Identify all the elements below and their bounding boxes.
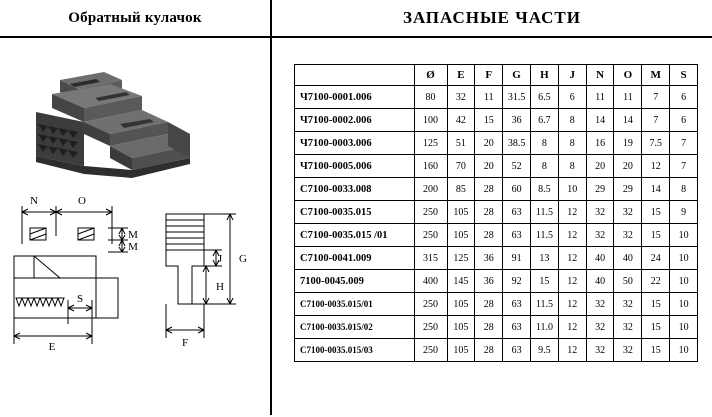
cell-M: 15 <box>642 224 670 247</box>
cell-G: 38.5 <box>503 132 531 155</box>
cell-E: 105 <box>447 339 475 362</box>
cell-E: 145 <box>447 270 475 293</box>
table-row <box>295 155 698 178</box>
part-code: Ч7100-0005.006 <box>295 155 415 178</box>
cell-O: 29 <box>614 178 642 201</box>
cell-M: 24 <box>642 247 670 270</box>
cell-F: 15 <box>475 109 503 132</box>
cell-G: 63 <box>503 201 531 224</box>
cell-N: 16 <box>586 132 614 155</box>
cell-H: 6.7 <box>531 109 559 132</box>
cell-N: 14 <box>586 109 614 132</box>
cell-J: 12 <box>558 316 586 339</box>
cell-F: 28 <box>475 293 503 316</box>
col-header-H: H <box>531 65 559 86</box>
part-code: 7100-0045.009 <box>295 270 415 293</box>
table-row <box>295 247 698 270</box>
col-header-Ø: Ø <box>414 65 447 86</box>
cell-Ø: 250 <box>414 293 447 316</box>
col-header-E: E <box>447 65 475 86</box>
cell-N: 32 <box>586 224 614 247</box>
cell-N: 40 <box>586 270 614 293</box>
cell-E: 32 <box>447 86 475 109</box>
parts-table-header-row <box>295 65 698 86</box>
left-panel-title: Обратный кулачок <box>0 0 270 38</box>
cell-Ø: 400 <box>414 270 447 293</box>
cell-F: 20 <box>475 132 503 155</box>
cell-S: 10 <box>670 270 698 293</box>
table-row <box>295 270 698 293</box>
cell-J: 12 <box>558 270 586 293</box>
parts-table-body <box>295 86 698 362</box>
cell-J: 6 <box>558 86 586 109</box>
part-code: С7100-0035.015/03 <box>295 339 415 362</box>
label-S: S <box>76 293 84 305</box>
cell-J: 12 <box>558 224 586 247</box>
cell-S: 6 <box>670 86 698 109</box>
cell-E: 51 <box>447 132 475 155</box>
cell-O: 20 <box>614 155 642 178</box>
cell-G: 63 <box>503 224 531 247</box>
jaw-photo-graphic <box>0 38 270 188</box>
part-code: С7100-0033.008 <box>295 178 415 201</box>
cell-F: 11 <box>475 86 503 109</box>
cell-O: 32 <box>614 339 642 362</box>
cell-M: 15 <box>642 339 670 362</box>
cell-M: 12 <box>642 155 670 178</box>
cell-O: 11 <box>614 86 642 109</box>
cell-O: 32 <box>614 224 642 247</box>
cell-Ø: 250 <box>414 201 447 224</box>
cell-M: 15 <box>642 201 670 224</box>
table-row <box>295 109 698 132</box>
cell-Ø: 250 <box>414 339 447 362</box>
cell-G: 92 <box>503 270 531 293</box>
cell-E: 70 <box>447 155 475 178</box>
cell-G: 52 <box>503 155 531 178</box>
col-header-N: N <box>586 65 614 86</box>
cell-S: 10 <box>670 247 698 270</box>
cell-M: 7 <box>642 109 670 132</box>
cell-O: 40 <box>614 247 642 270</box>
cell-M: 15 <box>642 293 670 316</box>
cell-Ø: 200 <box>414 178 447 201</box>
cell-O: 14 <box>614 109 642 132</box>
cell-H: 9.5 <box>531 339 559 362</box>
cell-Ø: 315 <box>414 247 447 270</box>
label-F: F <box>181 337 189 349</box>
cell-G: 63 <box>503 316 531 339</box>
cell-S: 7 <box>670 155 698 178</box>
part-code: Ч7100-0002.006 <box>295 109 415 132</box>
cell-S: 10 <box>670 293 698 316</box>
cell-F: 28 <box>475 316 503 339</box>
right-panel <box>272 0 712 415</box>
col-header-G: G <box>503 65 531 86</box>
cell-G: 63 <box>503 339 531 362</box>
cell-Ø: 160 <box>414 155 447 178</box>
cell-E: 42 <box>447 109 475 132</box>
part-code: С7100-0035.015/01 <box>295 293 415 316</box>
cell-J: 8 <box>558 109 586 132</box>
cell-N: 32 <box>586 339 614 362</box>
cell-S: 10 <box>670 224 698 247</box>
cell-H: 8.5 <box>531 178 559 201</box>
cell-S: 7 <box>670 132 698 155</box>
cell-G: 60 <box>503 178 531 201</box>
cell-N: 40 <box>586 247 614 270</box>
cell-O: 50 <box>614 270 642 293</box>
cell-E: 85 <box>447 178 475 201</box>
part-code: Ч7100-0003.006 <box>295 132 415 155</box>
cell-G: 91 <box>503 247 531 270</box>
cell-G: 36 <box>503 109 531 132</box>
cell-Ø: 250 <box>414 316 447 339</box>
cell-N: 32 <box>586 316 614 339</box>
cell-J: 8 <box>558 155 586 178</box>
cell-M: 22 <box>642 270 670 293</box>
cell-G: 31.5 <box>503 86 531 109</box>
cell-J: 12 <box>558 293 586 316</box>
cell-J: 8 <box>558 132 586 155</box>
cell-H: 11.5 <box>531 201 559 224</box>
jaw-technical-drawing <box>0 188 270 417</box>
label-M-1: M <box>128 229 138 241</box>
right-panel-title: ЗАПАСНЫЕ ЧАСТИ <box>272 0 712 38</box>
table-row <box>295 201 698 224</box>
cell-H: 11.5 <box>531 224 559 247</box>
label-E: E <box>48 341 56 353</box>
cell-O: 32 <box>614 201 642 224</box>
cell-N: 29 <box>586 178 614 201</box>
jaw-drawing-graphic <box>0 188 270 417</box>
cell-F: 20 <box>475 155 503 178</box>
part-code: С7100-0035.015/02 <box>295 316 415 339</box>
cell-S: 9 <box>670 201 698 224</box>
cell-Ø: 250 <box>414 224 447 247</box>
table-row <box>295 224 698 247</box>
part-code: С7100-0035.015 /01 <box>295 224 415 247</box>
label-O: O <box>78 195 86 207</box>
cell-M: 14 <box>642 178 670 201</box>
parts-table-wrap <box>272 38 712 362</box>
cell-M: 15 <box>642 316 670 339</box>
label-J: J <box>217 253 223 265</box>
cell-E: 105 <box>447 201 475 224</box>
cell-Ø: 80 <box>414 86 447 109</box>
table-row <box>295 132 698 155</box>
cell-H: 8 <box>531 155 559 178</box>
part-code: С7100-0035.015 <box>295 201 415 224</box>
part-code: С7100-0041.009 <box>295 247 415 270</box>
cell-M: 7.5 <box>642 132 670 155</box>
cell-S: 10 <box>670 316 698 339</box>
cell-O: 32 <box>614 293 642 316</box>
cell-J: 12 <box>558 247 586 270</box>
left-panel <box>0 0 272 415</box>
col-header-J: J <box>558 65 586 86</box>
cell-H: 11.0 <box>531 316 559 339</box>
label-H: H <box>216 281 224 293</box>
cell-H: 11.5 <box>531 293 559 316</box>
part-code: Ч7100-0001.006 <box>295 86 415 109</box>
cell-O: 19 <box>614 132 642 155</box>
cell-N: 32 <box>586 293 614 316</box>
cell-F: 28 <box>475 224 503 247</box>
cell-H: 15 <box>531 270 559 293</box>
cell-M: 7 <box>642 86 670 109</box>
cell-S: 6 <box>670 109 698 132</box>
col-header-S: S <box>670 65 698 86</box>
cell-S: 8 <box>670 178 698 201</box>
col-header-O: O <box>614 65 642 86</box>
cell-E: 105 <box>447 293 475 316</box>
cell-H: 8 <box>531 132 559 155</box>
table-row <box>295 293 698 316</box>
cell-N: 20 <box>586 155 614 178</box>
table-row <box>295 339 698 362</box>
table-row <box>295 316 698 339</box>
cell-J: 10 <box>558 178 586 201</box>
jaw-photo <box>0 38 270 188</box>
label-N: N <box>30 195 38 207</box>
table-row <box>295 178 698 201</box>
cell-F: 28 <box>475 201 503 224</box>
cell-F: 36 <box>475 270 503 293</box>
col-header-M: M <box>642 65 670 86</box>
table-row <box>295 86 698 109</box>
cell-F: 36 <box>475 247 503 270</box>
cell-N: 11 <box>586 86 614 109</box>
cell-G: 63 <box>503 293 531 316</box>
cell-S: 10 <box>670 339 698 362</box>
cell-E: 105 <box>447 224 475 247</box>
cell-Ø: 125 <box>414 132 447 155</box>
cell-O: 32 <box>614 316 642 339</box>
cell-F: 28 <box>475 339 503 362</box>
parts-table <box>294 64 698 362</box>
label-G: G <box>239 253 247 265</box>
cell-H: 6.5 <box>531 86 559 109</box>
cell-E: 105 <box>447 316 475 339</box>
cell-J: 12 <box>558 201 586 224</box>
cell-H: 13 <box>531 247 559 270</box>
cell-J: 12 <box>558 339 586 362</box>
label-M-2: M <box>128 241 138 253</box>
col-header-code <box>295 65 415 86</box>
cell-E: 125 <box>447 247 475 270</box>
cell-F: 28 <box>475 178 503 201</box>
col-header-F: F <box>475 65 503 86</box>
cell-N: 32 <box>586 201 614 224</box>
cell-Ø: 100 <box>414 109 447 132</box>
